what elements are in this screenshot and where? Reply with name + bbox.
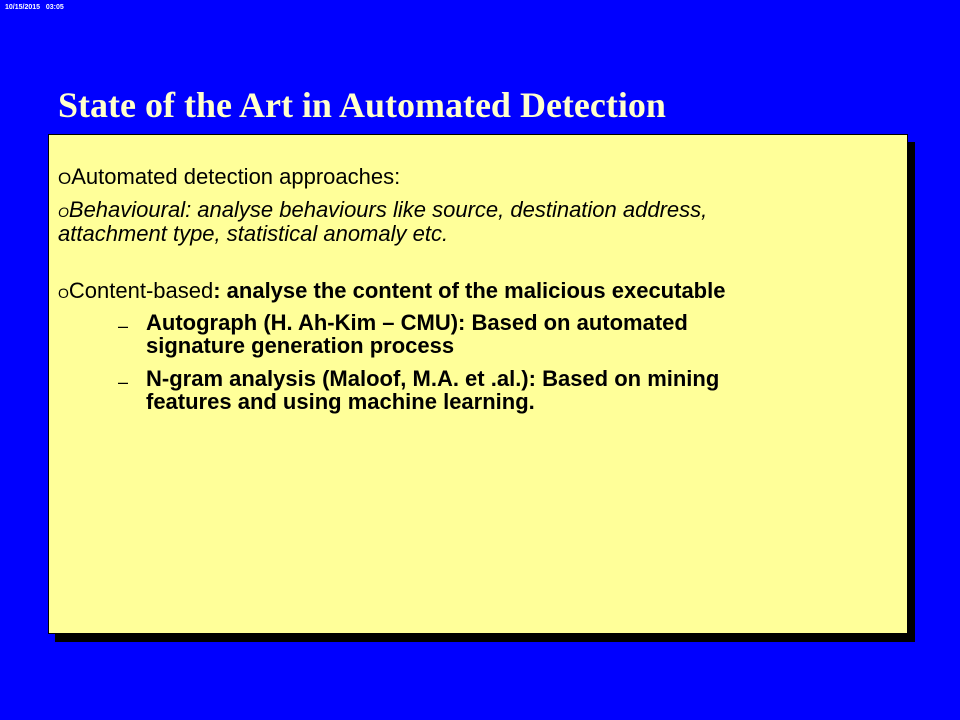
date-stamp: 10/15/2015 <box>5 4 41 11</box>
bullet-marker: O <box>58 169 72 188</box>
dash-marker: – <box>118 372 129 392</box>
dash-marker: – <box>118 316 129 336</box>
time-stamp: 03:05 <box>45 4 64 11</box>
bullet-content-based <box>58 278 726 303</box>
bullet-marker: O <box>58 285 69 301</box>
sub-bullet-autograph <box>146 310 688 335</box>
sub-bullet-text-line2: signature generation process <box>146 333 455 358</box>
date-time-stamp <box>5 4 64 11</box>
sub-bullet-autograph-continuation <box>146 333 455 358</box>
bullet-text-line1: Behavioural: analyse behaviours like source, destination address, <box>68 197 708 222</box>
slide-title: State of the Art in Automated Detection <box>58 85 666 125</box>
bullet-marker: O <box>58 204 69 220</box>
sub-bullet-ngram-continuation <box>146 389 535 414</box>
bullet-behavioural-continuation <box>58 221 449 246</box>
sub-bullet-text-line2: features and using machine learning. <box>146 389 535 414</box>
bullet-text-line2: attachment type, statistical anomaly etc. <box>58 221 449 246</box>
bullet-behavioural <box>58 197 708 222</box>
bullet-rest: : analyse the content of the malicious executable <box>213 278 726 303</box>
bullet-automated-detection <box>58 164 401 189</box>
bullet-lead: Content-based <box>68 278 214 303</box>
bullet-text: Automated detection approaches: <box>71 164 401 189</box>
sub-bullet-text-line1: N-gram analysis (Maloof, M.A. et .al.): Based on mining <box>146 366 720 391</box>
sub-bullet-text-line1: Autograph (H. Ah-Kim – CMU): Based on automated <box>146 310 688 335</box>
sub-bullet-ngram <box>146 366 720 391</box>
